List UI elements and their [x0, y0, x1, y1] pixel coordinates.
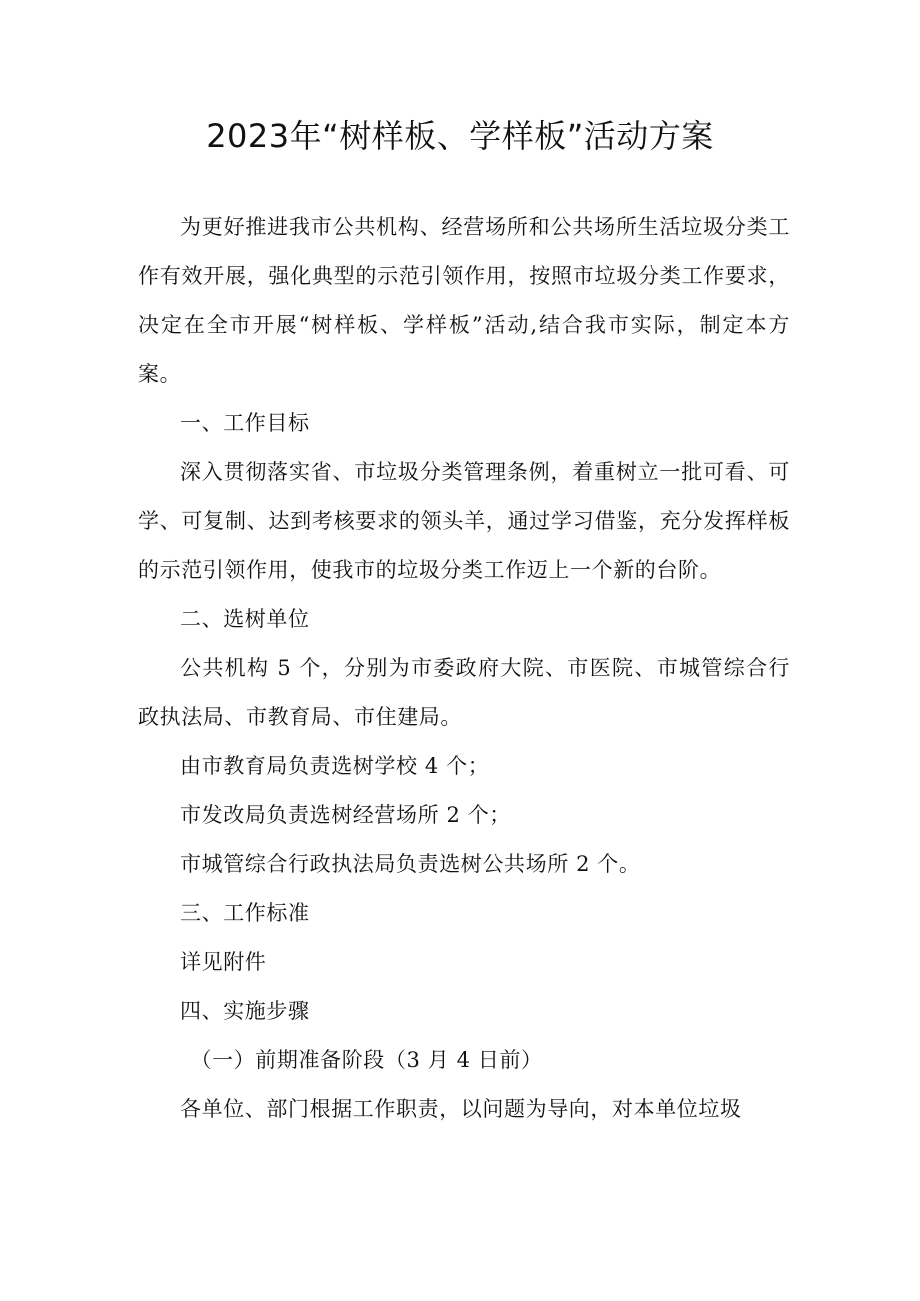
intro-paragraph: 为更好推进我市公共机构、经营场所和公共场所生活垃圾分类工作有效开展，强化典型的示范引领作用，按照市垃圾分类工作要求，决定在全市开展“树样板、学样板”活动,结合我市实际，制定本方案。: [138, 215, 790, 386]
section-heading-units: 二、选树单位: [180, 607, 310, 631]
subsection-heading-preparation: （一）前期准备阶段（3 月 4 日前）: [190, 1048, 543, 1072]
preparation-paragraph: 各单位、部门根据工作职责，以问题为导向，对本单位垃圾: [180, 1097, 742, 1121]
document-body: [138, 203, 790, 1134]
units-public-venues: 市城管综合行政执法局负责选树公共场所 2 个。: [180, 852, 641, 876]
section-heading-standards: 三、工作标准: [180, 901, 310, 925]
units-schools: 由市教育局负责选树学校 4 个；: [180, 754, 490, 778]
units-business-venues: 市发改局负责选树经营场所 2 个；: [180, 803, 511, 827]
section-heading-steps: 四、实施步骤: [180, 999, 310, 1023]
goals-paragraph: 深入贯彻落实省、市垃圾分类管理条例，着重树立一批可看、可学、可复制、达到考核要求的领头羊，通过学习借鉴，充分发挥样板的示范引领作用，使我市的垃圾分类工作迈上一个新的台阶。: [138, 460, 790, 582]
section-heading-goals: 一、工作目标: [180, 411, 310, 435]
document-title: 2023年“树样板、学样板”活动方案: [206, 117, 714, 155]
standards-paragraph: 详见附件: [180, 950, 267, 974]
units-public-institutions: 公共机构 5 个，分别为市委政府大院、市医院、市城管综合行政执法局、市教育局、市住建局。: [138, 656, 790, 729]
